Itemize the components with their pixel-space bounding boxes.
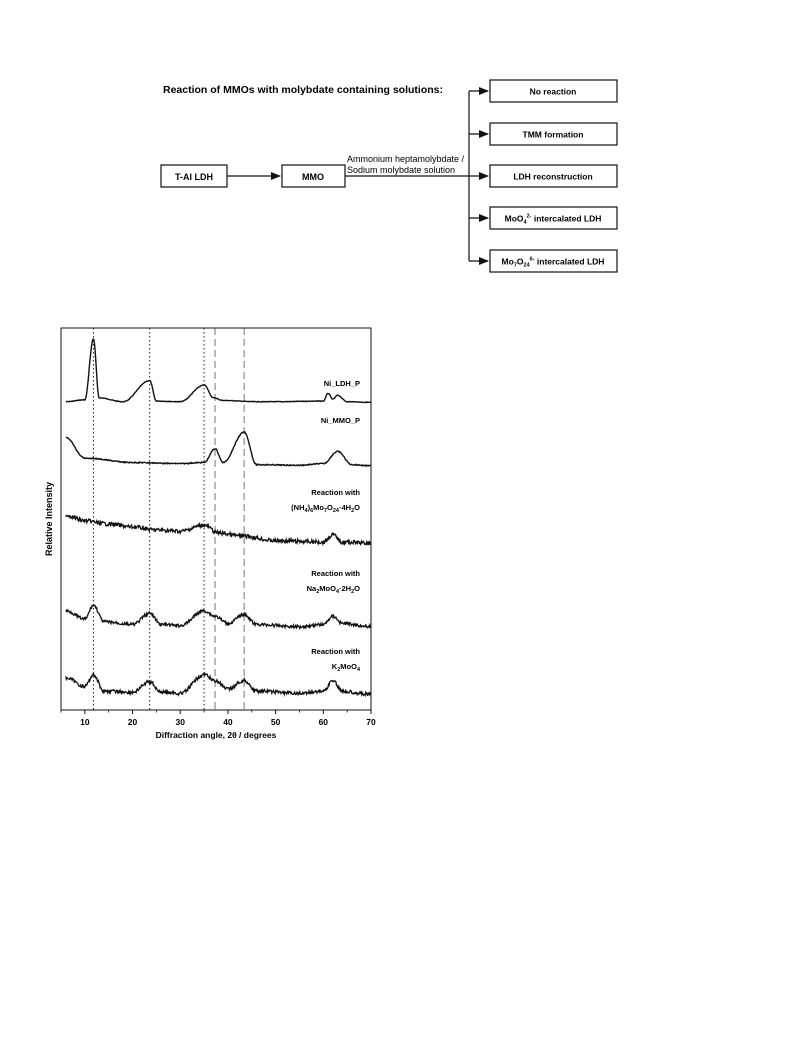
series-label-2-line-1: $(NH_4)_6Mo_7O_{24}\cdot 4H_2O$ [291,503,360,514]
series-traces [66,339,371,696]
series-trace-1 [66,432,371,466]
series-trace-3 [66,605,371,628]
arrow-label-line1: Ammonium heptamolybdate / [347,154,465,164]
series-label-3-line-1: $Na_2MoO_4\cdot 2H_2O$ [306,584,360,595]
outcome-label-4: $Mo_7O_{24}^{6-}$ intercalated LDH [501,256,605,269]
series-label-0-line-0: Ni_LDH_P [323,379,360,388]
arrow-label-line2: Sodium molybdate solution [347,165,456,175]
x-tick-label-3: 40 [223,717,233,727]
x-tick-label-1: 20 [127,717,138,727]
outcome-label-3: MoO$_4^{2-}$ intercalated LDH [504,213,602,226]
y-axis-label: Relative Intensity [44,481,54,557]
outcome-label-1: TMM formation [522,129,584,140]
x-tick-label-2: 30 [175,717,185,727]
x-tick-label-0: 10 [80,717,90,727]
series-label-4-line-0: Reaction with [311,647,360,656]
series-trace-0 [66,339,371,403]
x-tick-label-5: 60 [318,717,329,727]
series-label-4-line-1: $K_2MoO_4$ [331,662,360,673]
outcome-label-0: No reaction [529,86,577,97]
series-trace-2 [66,516,371,545]
scheme-title: Reaction of MMOs with molybdate containing solutions: [163,84,444,96]
outcome-label-2: LDH reconstruction [513,171,593,182]
x-axis-label: Diffraction angle, 2θ / degrees [155,730,277,740]
series-trace-4 [66,674,371,696]
x-tick-label-6: 70 [366,717,376,727]
start-box-label: T-Al LDH [175,172,213,182]
reaction-scheme [161,80,617,272]
outcome-boxes [490,80,617,272]
mid-box-label: MMO [302,172,324,182]
xrd-chart [44,328,376,740]
series-label-3-line-0: Reaction with [311,569,360,578]
x-tick-label-4: 50 [270,717,281,727]
reference-lines [93,328,244,710]
branch-arrows [469,91,488,261]
series-label-2-line-0: Reaction with [311,488,360,497]
series-label-1-line-0: Ni_MMO_P [320,416,360,425]
x-axis-ticks [61,710,376,727]
series-labels [291,379,361,673]
